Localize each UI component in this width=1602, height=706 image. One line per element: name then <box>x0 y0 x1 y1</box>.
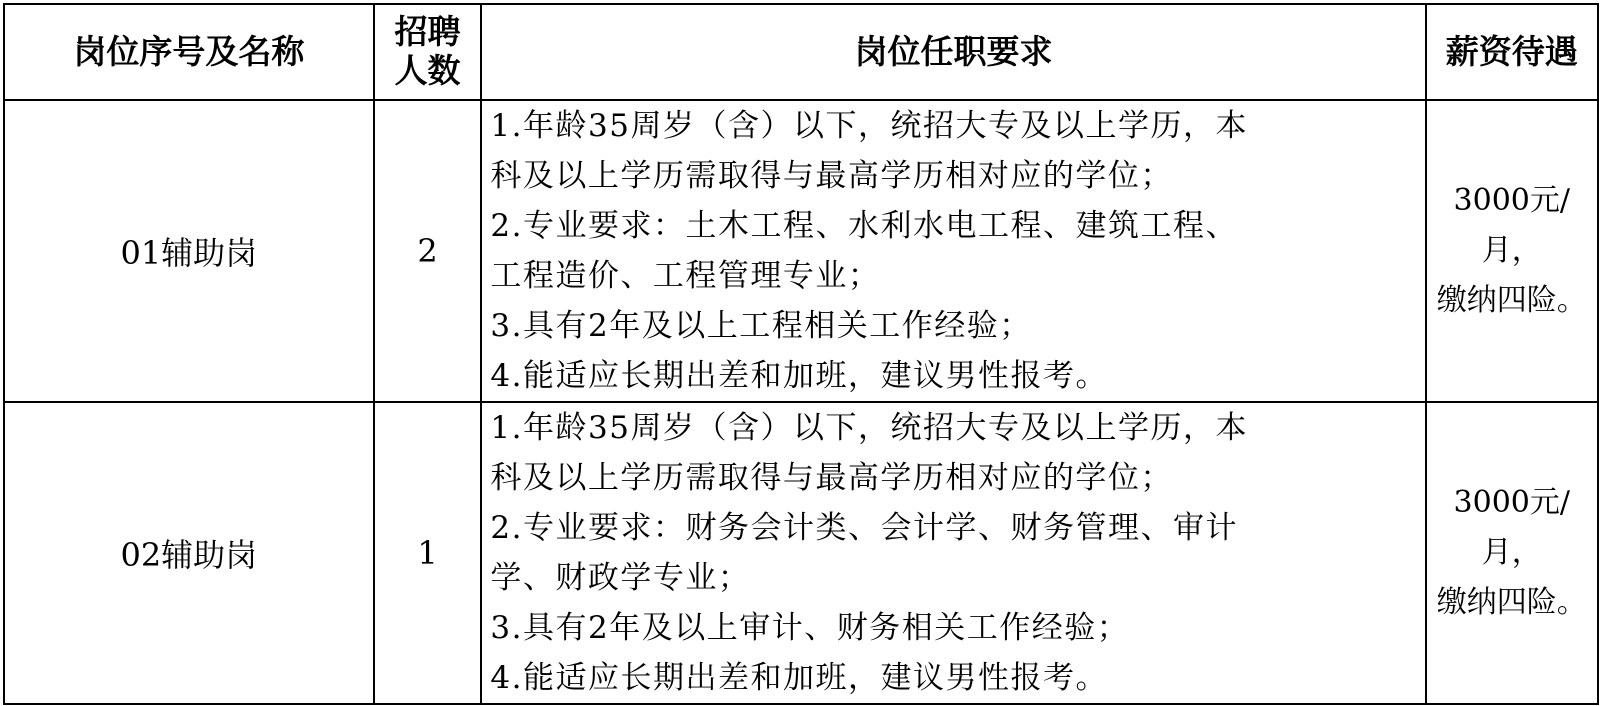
requirement-line: 科及以上学历需取得与最高学历相对应的学位； <box>490 460 1173 496</box>
requirement-line: 4.能适应长期出差和加班，建议男性报考。 <box>490 660 1108 696</box>
recruitment-table-container <box>3 3 1599 703</box>
requirement-line: 科及以上学历需取得与最高学历相对应的学位； <box>490 158 1173 194</box>
requirement-line: 3.具有2年及以上审计、财务相关工作经验； <box>490 610 1130 646</box>
requirement-line: 学、财政学专业； <box>490 560 751 596</box>
header-headcount-line2: 人数 <box>394 51 461 90</box>
requirement-line: 2.专业要求：财务会计类、会计学、财务管理、审计 <box>490 510 1238 546</box>
requirement-line: 3.具有2年及以上工程相关工作经验； <box>490 308 1032 344</box>
salary-benefits: 缴纳四险。 <box>1436 585 1587 620</box>
salary-cell <box>1426 402 1598 704</box>
headcount-cell: 1 <box>374 402 482 704</box>
requirement-line: 工程造价、工程管理专业； <box>490 258 881 294</box>
table-row <box>4 402 1598 704</box>
headcount-cell: 2 <box>374 100 482 402</box>
header-headcount <box>374 4 482 100</box>
table-row <box>4 100 1598 402</box>
requirement-line: 1.年龄35周岁（含）以下，统招大专及以上学历，本 <box>490 410 1248 446</box>
requirement-line: 2.专业要求：土木工程、水利水电工程、建筑工程、 <box>490 208 1238 244</box>
salary-amount: 3000元/月， <box>1453 183 1570 268</box>
requirements-cell <box>481 100 1425 402</box>
salary-amount: 3000元/月， <box>1453 485 1570 570</box>
requirement-line: 1.年龄35周岁（含）以下，统招大专及以上学历，本 <box>490 108 1248 144</box>
header-row <box>4 4 1598 100</box>
requirement-line: 4.能适应长期出差和加班，建议男性报考。 <box>490 358 1108 394</box>
header-headcount-line1: 招聘 <box>394 12 461 52</box>
salary-benefits: 缴纳四险。 <box>1436 283 1587 318</box>
position-name-cell: 02辅助岗 <box>4 402 374 704</box>
requirements-cell <box>481 402 1425 704</box>
header-requirements: 岗位任职要求 <box>481 4 1425 100</box>
header-salary: 薪资待遇 <box>1426 4 1598 100</box>
salary-cell <box>1426 100 1598 402</box>
header-position-name: 岗位序号及名称 <box>4 4 374 100</box>
recruitment-table <box>3 3 1599 705</box>
position-name-cell: 01辅助岗 <box>4 100 374 402</box>
